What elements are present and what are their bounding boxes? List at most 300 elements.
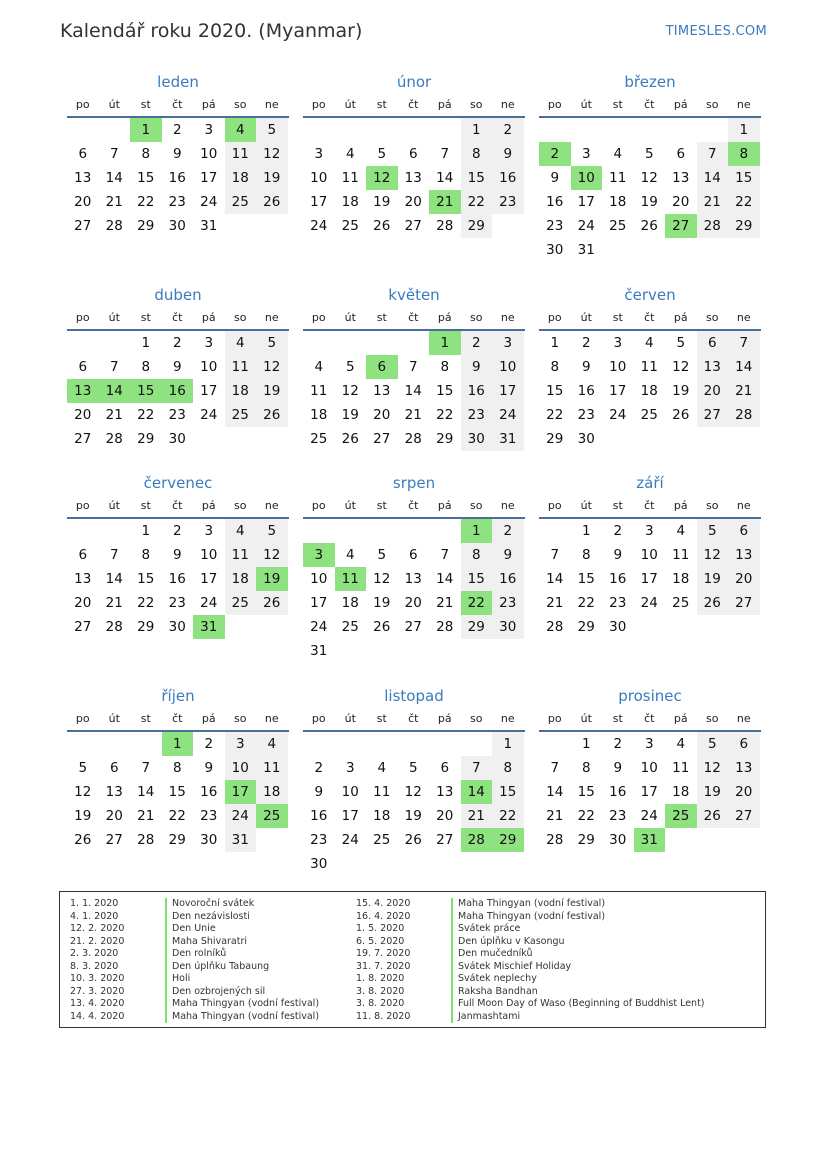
legend-marker — [451, 898, 453, 911]
day-cell: 26 — [672, 407, 690, 423]
day-cell: 16 — [577, 383, 595, 399]
day-cell: 8 — [581, 547, 591, 563]
day-cell: 1 — [581, 736, 591, 752]
day-cell: 11 — [609, 170, 627, 186]
weekday-label: čt — [172, 98, 183, 111]
weekday-label: po — [311, 98, 326, 111]
weekday-label: ne — [500, 712, 515, 725]
legend-date: 31. 7. 2020 — [356, 960, 411, 972]
day-cell: 16 — [461, 379, 493, 403]
weekday-label: út — [580, 712, 592, 725]
day-cell: 7 — [440, 547, 450, 563]
day-cell: 6 — [78, 359, 88, 375]
day-cell: 30 — [577, 431, 595, 447]
day-cell: 17 — [200, 571, 218, 587]
day-cell: 6 — [109, 760, 119, 776]
weekday-header — [539, 495, 761, 519]
day-cell: 29 — [137, 431, 155, 447]
day-cell: 2 — [172, 335, 182, 351]
day-cell: 2 — [204, 736, 214, 752]
day-cell: 7 — [728, 331, 760, 355]
legend-holiday-name: Holi — [172, 973, 191, 984]
month-name: květen — [388, 286, 440, 304]
weekday-label: st — [140, 712, 151, 725]
legend-date: 11. 8. 2020 — [356, 1010, 411, 1022]
day-cell: 15 — [436, 383, 454, 399]
legend-holiday-name: Den mučedníků — [458, 948, 533, 959]
day-cell: 24 — [225, 804, 257, 828]
weekday-label: pá — [437, 98, 452, 111]
weekday-label: st — [140, 311, 151, 324]
weekday-label: ne — [264, 98, 279, 111]
day-cell: 10 — [609, 359, 627, 375]
legend-marker — [451, 961, 453, 974]
day-cell: 8 — [141, 547, 151, 563]
day-cell: 26 — [341, 431, 359, 447]
day-cell: 13 — [436, 784, 454, 800]
day-cell: 25 — [672, 595, 690, 611]
day-cell: 5 — [256, 118, 288, 142]
legend-row — [356, 961, 705, 974]
day-cell: 28 — [105, 431, 123, 447]
holiday-day-cell: 3 — [303, 543, 335, 567]
day-cell: 30 — [168, 619, 186, 635]
weekday-label: pá — [201, 98, 216, 111]
day-cell: 23 — [546, 218, 564, 234]
day-cell: 5 — [377, 547, 387, 563]
month-name: duben — [154, 286, 202, 304]
holiday-day-cell: 12 — [366, 166, 398, 190]
legend-date: 3. 8. 2020 — [356, 998, 405, 1009]
day-cell: 19 — [373, 194, 391, 210]
day-cell: 2 — [314, 760, 324, 776]
legend-date: 1. 1. 2020 — [70, 898, 119, 909]
legend-marker — [165, 911, 167, 924]
day-cell: 12 — [256, 543, 288, 567]
day-grid — [67, 519, 289, 639]
legend-holiday-name: Den úplňku Tabaung — [172, 960, 270, 972]
day-cell: 3 — [204, 523, 214, 539]
day-cell: 18 — [672, 784, 690, 800]
day-cell: 29 — [461, 214, 493, 238]
legend-row — [70, 936, 319, 949]
weekday-label: po — [547, 712, 562, 725]
day-cell: 20 — [697, 379, 729, 403]
day-cell: 6 — [408, 146, 418, 162]
day-cell: 25 — [341, 619, 359, 635]
day-cell: 10 — [200, 547, 218, 563]
day-cell: 22 — [436, 407, 454, 423]
day-cell: 31 — [200, 218, 218, 234]
day-cell: 10 — [310, 170, 328, 186]
day-cell: 27 — [404, 218, 422, 234]
day-cell: 23 — [168, 194, 186, 210]
holiday-day-cell: 28 — [461, 828, 493, 852]
day-cell: 3 — [492, 331, 524, 355]
page-title: Kalendář roku 2020. (Myanmar) — [60, 20, 363, 42]
day-cell: 21 — [461, 804, 493, 828]
day-cell: 18 — [609, 194, 627, 210]
empty-cell — [335, 118, 367, 142]
day-cell: 18 — [225, 379, 257, 403]
day-cell: 28 — [436, 619, 454, 635]
day-cell: 16 — [492, 166, 524, 190]
day-cell: 7 — [550, 547, 560, 563]
holiday-day-cell: 2 — [539, 142, 571, 166]
weekday-label: pá — [201, 712, 216, 725]
legend-holiday-name: Maha Thingyan (vodní festival) — [458, 910, 606, 922]
day-cell: 29 — [137, 218, 155, 234]
day-cell: 25 — [373, 832, 391, 848]
day-cell: 3 — [314, 146, 324, 162]
day-cell: 13 — [373, 383, 391, 399]
holiday-legend — [59, 891, 766, 1028]
weekday-label: so — [706, 712, 719, 725]
day-cell: 1 — [728, 118, 760, 142]
day-cell: 21 — [404, 407, 422, 423]
weekday-header — [67, 708, 289, 732]
day-cell: 14 — [728, 355, 760, 379]
day-cell: 27 — [105, 832, 123, 848]
empty-cell — [539, 118, 571, 142]
brand-link[interactable]: TIMESLES.COM — [665, 24, 767, 39]
legend-holiday-name: Janmashtami — [458, 1010, 521, 1022]
month-name: červen — [624, 286, 676, 304]
day-cell: 12 — [697, 756, 729, 780]
day-cell: 22 — [137, 194, 155, 210]
empty-cell — [67, 732, 99, 756]
weekday-label: po — [311, 712, 326, 725]
weekday-label: čt — [172, 499, 183, 512]
day-cell: 13 — [404, 571, 422, 587]
day-cell: 12 — [341, 383, 359, 399]
day-cell: 28 — [404, 431, 422, 447]
weekday-label: ne — [500, 98, 515, 111]
day-cell: 13 — [74, 170, 92, 186]
day-cell: 30 — [492, 615, 524, 639]
day-cell: 26 — [404, 832, 422, 848]
day-cell: 3 — [204, 335, 214, 351]
weekday-label: so — [234, 499, 247, 512]
day-cell: 16 — [546, 194, 564, 210]
legend-holiday-name: Svátek Mischief Holiday — [458, 960, 572, 972]
day-cell: 27 — [436, 832, 454, 848]
day-cell: 1 — [141, 523, 151, 539]
day-cell: 7 — [550, 760, 560, 776]
weekday-label: ne — [264, 499, 279, 512]
weekday-label: ne — [736, 98, 751, 111]
day-cell: 30 — [168, 218, 186, 234]
legend-row — [70, 986, 319, 999]
day-cell: 2 — [613, 523, 623, 539]
day-cell: 10 — [225, 756, 257, 780]
day-cell: 4 — [676, 736, 686, 752]
day-cell: 29 — [461, 615, 493, 639]
day-cell: 22 — [137, 407, 155, 423]
day-cell: 2 — [172, 523, 182, 539]
day-cell: 20 — [404, 194, 422, 210]
day-cell: 25 — [225, 190, 257, 214]
legend-marker — [165, 973, 167, 986]
weekday-label: út — [344, 712, 356, 725]
holiday-day-cell: 14 — [461, 780, 493, 804]
day-cell: 7 — [461, 756, 493, 780]
holiday-day-cell: 31 — [634, 828, 666, 852]
day-cell: 11 — [310, 383, 328, 399]
day-cell: 27 — [404, 619, 422, 635]
day-cell: 9 — [613, 547, 623, 563]
day-cell: 18 — [640, 383, 658, 399]
legend-marker — [165, 1011, 167, 1024]
day-cell: 14 — [105, 170, 123, 186]
legend-row — [70, 923, 319, 936]
day-cell: 4 — [345, 146, 355, 162]
day-cell: 15 — [546, 383, 564, 399]
day-cell: 28 — [137, 832, 155, 848]
legend-marker — [165, 936, 167, 949]
legend-row — [356, 1011, 705, 1024]
day-cell: 26 — [373, 218, 391, 234]
month-srpen — [303, 471, 525, 663]
month-září — [539, 471, 761, 639]
legend-holiday-name: Novoroční svátek — [172, 898, 255, 909]
holiday-day-cell: 10 — [571, 166, 603, 190]
weekday-label: po — [311, 311, 326, 324]
day-cell: 2 — [172, 122, 182, 138]
empty-cell — [602, 118, 634, 142]
empty-cell — [366, 331, 398, 355]
weekday-label: so — [470, 499, 483, 512]
month-name: březen — [624, 73, 676, 91]
empty-cell — [539, 732, 571, 756]
day-cell: 24 — [492, 403, 524, 427]
day-cell: 26 — [256, 190, 288, 214]
month-name: listopad — [384, 687, 444, 705]
day-cell: 15 — [728, 166, 760, 190]
weekday-label: st — [612, 499, 623, 512]
day-cell: 30 — [310, 856, 328, 872]
day-cell: 10 — [640, 547, 658, 563]
day-grid — [303, 118, 525, 238]
day-cell: 4 — [345, 547, 355, 563]
weekday-label: st — [612, 311, 623, 324]
weekday-label: pá — [673, 98, 688, 111]
day-cell: 20 — [74, 194, 92, 210]
day-cell: 6 — [408, 547, 418, 563]
day-cell: 28 — [546, 832, 564, 848]
day-cell: 11 — [225, 355, 257, 379]
day-cell: 16 — [200, 784, 218, 800]
weekday-label: ne — [264, 712, 279, 725]
day-cell: 10 — [310, 571, 328, 587]
day-cell: 25 — [609, 218, 627, 234]
day-cell: 8 — [461, 142, 493, 166]
month-duben — [67, 283, 289, 451]
day-cell: 19 — [341, 407, 359, 423]
day-cell: 8 — [440, 359, 450, 375]
day-cell: 9 — [613, 760, 623, 776]
weekday-label: ne — [264, 311, 279, 324]
day-cell: 17 — [640, 571, 658, 587]
legend-holiday-name: Svátek neplechy — [458, 973, 537, 984]
day-cell: 22 — [461, 190, 493, 214]
empty-cell — [335, 331, 367, 355]
weekday-label: út — [108, 98, 120, 111]
day-cell: 12 — [256, 355, 288, 379]
day-grid — [67, 732, 289, 852]
legend-date: 27. 3. 2020 — [70, 985, 125, 997]
weekday-label: út — [108, 311, 120, 324]
day-cell: 24 — [310, 218, 328, 234]
legend-holiday-name: Den nezávislosti — [172, 910, 250, 922]
weekday-header — [303, 495, 525, 519]
weekday-label: pá — [201, 311, 216, 324]
weekday-label: pá — [673, 311, 688, 324]
weekday-label: so — [234, 98, 247, 111]
day-cell: 16 — [609, 784, 627, 800]
empty-cell — [571, 118, 603, 142]
day-cell: 10 — [640, 760, 658, 776]
legend-holiday-name: Den ozbrojených sil — [172, 985, 266, 997]
day-cell: 1 — [461, 118, 493, 142]
day-cell: 10 — [200, 146, 218, 162]
day-cell: 2 — [461, 331, 493, 355]
legend-row — [356, 986, 705, 999]
weekday-label: út — [344, 98, 356, 111]
day-cell: 20 — [74, 407, 92, 423]
day-cell: 13 — [728, 756, 760, 780]
holiday-day-cell: 1 — [429, 331, 461, 355]
empty-cell — [67, 118, 99, 142]
day-cell: 12 — [672, 359, 690, 375]
empty-cell — [366, 118, 398, 142]
day-cell: 5 — [697, 519, 729, 543]
day-cell: 14 — [546, 784, 564, 800]
day-cell: 17 — [492, 379, 524, 403]
day-cell: 17 — [640, 784, 658, 800]
day-cell: 5 — [408, 760, 418, 776]
month-březen — [539, 70, 761, 262]
day-grid — [67, 331, 289, 451]
day-cell: 10 — [341, 784, 359, 800]
holiday-day-cell: 15 — [130, 379, 162, 403]
legend-date: 2. 3. 2020 — [70, 948, 119, 959]
day-cell: 13 — [404, 170, 422, 186]
month-name: červenec — [143, 474, 213, 492]
day-cell: 4 — [256, 732, 288, 756]
day-cell: 25 — [341, 218, 359, 234]
day-cell: 14 — [436, 170, 454, 186]
day-cell: 7 — [141, 760, 151, 776]
day-cell: 20 — [728, 567, 760, 591]
month-name: září — [636, 474, 664, 492]
day-cell: 5 — [256, 331, 288, 355]
day-cell: 4 — [314, 359, 324, 375]
holiday-day-cell: 31 — [193, 615, 225, 639]
day-cell: 8 — [461, 543, 493, 567]
month-name: únor — [396, 73, 432, 91]
day-cell: 30 — [200, 832, 218, 848]
legend-date: 10. 3. 2020 — [70, 973, 125, 984]
day-cell: 30 — [546, 242, 564, 258]
day-cell: 1 — [581, 523, 591, 539]
day-cell: 29 — [546, 431, 564, 447]
day-cell: 9 — [492, 142, 524, 166]
legend-date: 15. 4. 2020 — [356, 898, 411, 909]
day-cell: 17 — [577, 194, 595, 210]
holiday-day-cell: 27 — [665, 214, 697, 238]
weekday-label: út — [580, 311, 592, 324]
day-cell: 6 — [78, 547, 88, 563]
empty-cell — [303, 331, 335, 355]
day-cell: 19 — [74, 808, 92, 824]
day-cell: 17 — [200, 383, 218, 399]
legend-marker — [165, 923, 167, 936]
holiday-day-cell: 4 — [225, 118, 257, 142]
empty-cell — [303, 732, 335, 756]
day-cell: 26 — [373, 619, 391, 635]
day-cell: 8 — [492, 756, 524, 780]
day-cell: 12 — [373, 571, 391, 587]
day-cell: 30 — [609, 832, 627, 848]
legend-date: 16. 4. 2020 — [356, 910, 411, 922]
weekday-header — [303, 708, 525, 732]
weekday-header — [539, 94, 761, 118]
weekday-label: ne — [500, 499, 515, 512]
holiday-day-cell: 16 — [162, 379, 194, 403]
day-cell: 26 — [640, 218, 658, 234]
day-cell: 17 — [310, 194, 328, 210]
weekday-label: st — [612, 98, 623, 111]
day-cell: 31 — [492, 427, 524, 451]
empty-cell — [366, 732, 398, 756]
holiday-day-cell: 11 — [335, 567, 367, 591]
day-cell: 4 — [377, 760, 387, 776]
weekday-label: st — [612, 712, 623, 725]
legend-date: 12. 2. 2020 — [70, 923, 125, 934]
legend-marker — [165, 998, 167, 1011]
legend-marker — [451, 998, 453, 1011]
day-cell: 19 — [404, 808, 422, 824]
holiday-day-cell: 1 — [130, 118, 162, 142]
day-cell: 23 — [168, 595, 186, 611]
day-cell: 10 — [492, 355, 524, 379]
day-cell: 14 — [546, 571, 564, 587]
day-cell: 25 — [310, 431, 328, 447]
weekday-label: pá — [437, 712, 452, 725]
weekday-label: po — [547, 499, 562, 512]
day-cell: 19 — [256, 166, 288, 190]
day-cell: 25 — [640, 407, 658, 423]
day-cell: 20 — [728, 780, 760, 804]
day-cell: 15 — [461, 567, 493, 591]
holiday-day-cell: 25 — [256, 804, 288, 828]
day-cell: 18 — [256, 780, 288, 804]
day-cell: 19 — [672, 383, 690, 399]
day-cell: 26 — [697, 591, 729, 615]
day-cell: 1 — [492, 732, 524, 756]
holiday-day-cell: 21 — [429, 190, 461, 214]
legend-marker — [165, 898, 167, 911]
day-cell: 23 — [609, 808, 627, 824]
legend-marker — [165, 961, 167, 974]
day-cell: 29 — [436, 431, 454, 447]
weekday-header — [539, 307, 761, 331]
day-cell: 5 — [345, 359, 355, 375]
month-name: říjen — [161, 687, 195, 705]
day-cell: 27 — [74, 431, 92, 447]
day-cell: 23 — [609, 595, 627, 611]
